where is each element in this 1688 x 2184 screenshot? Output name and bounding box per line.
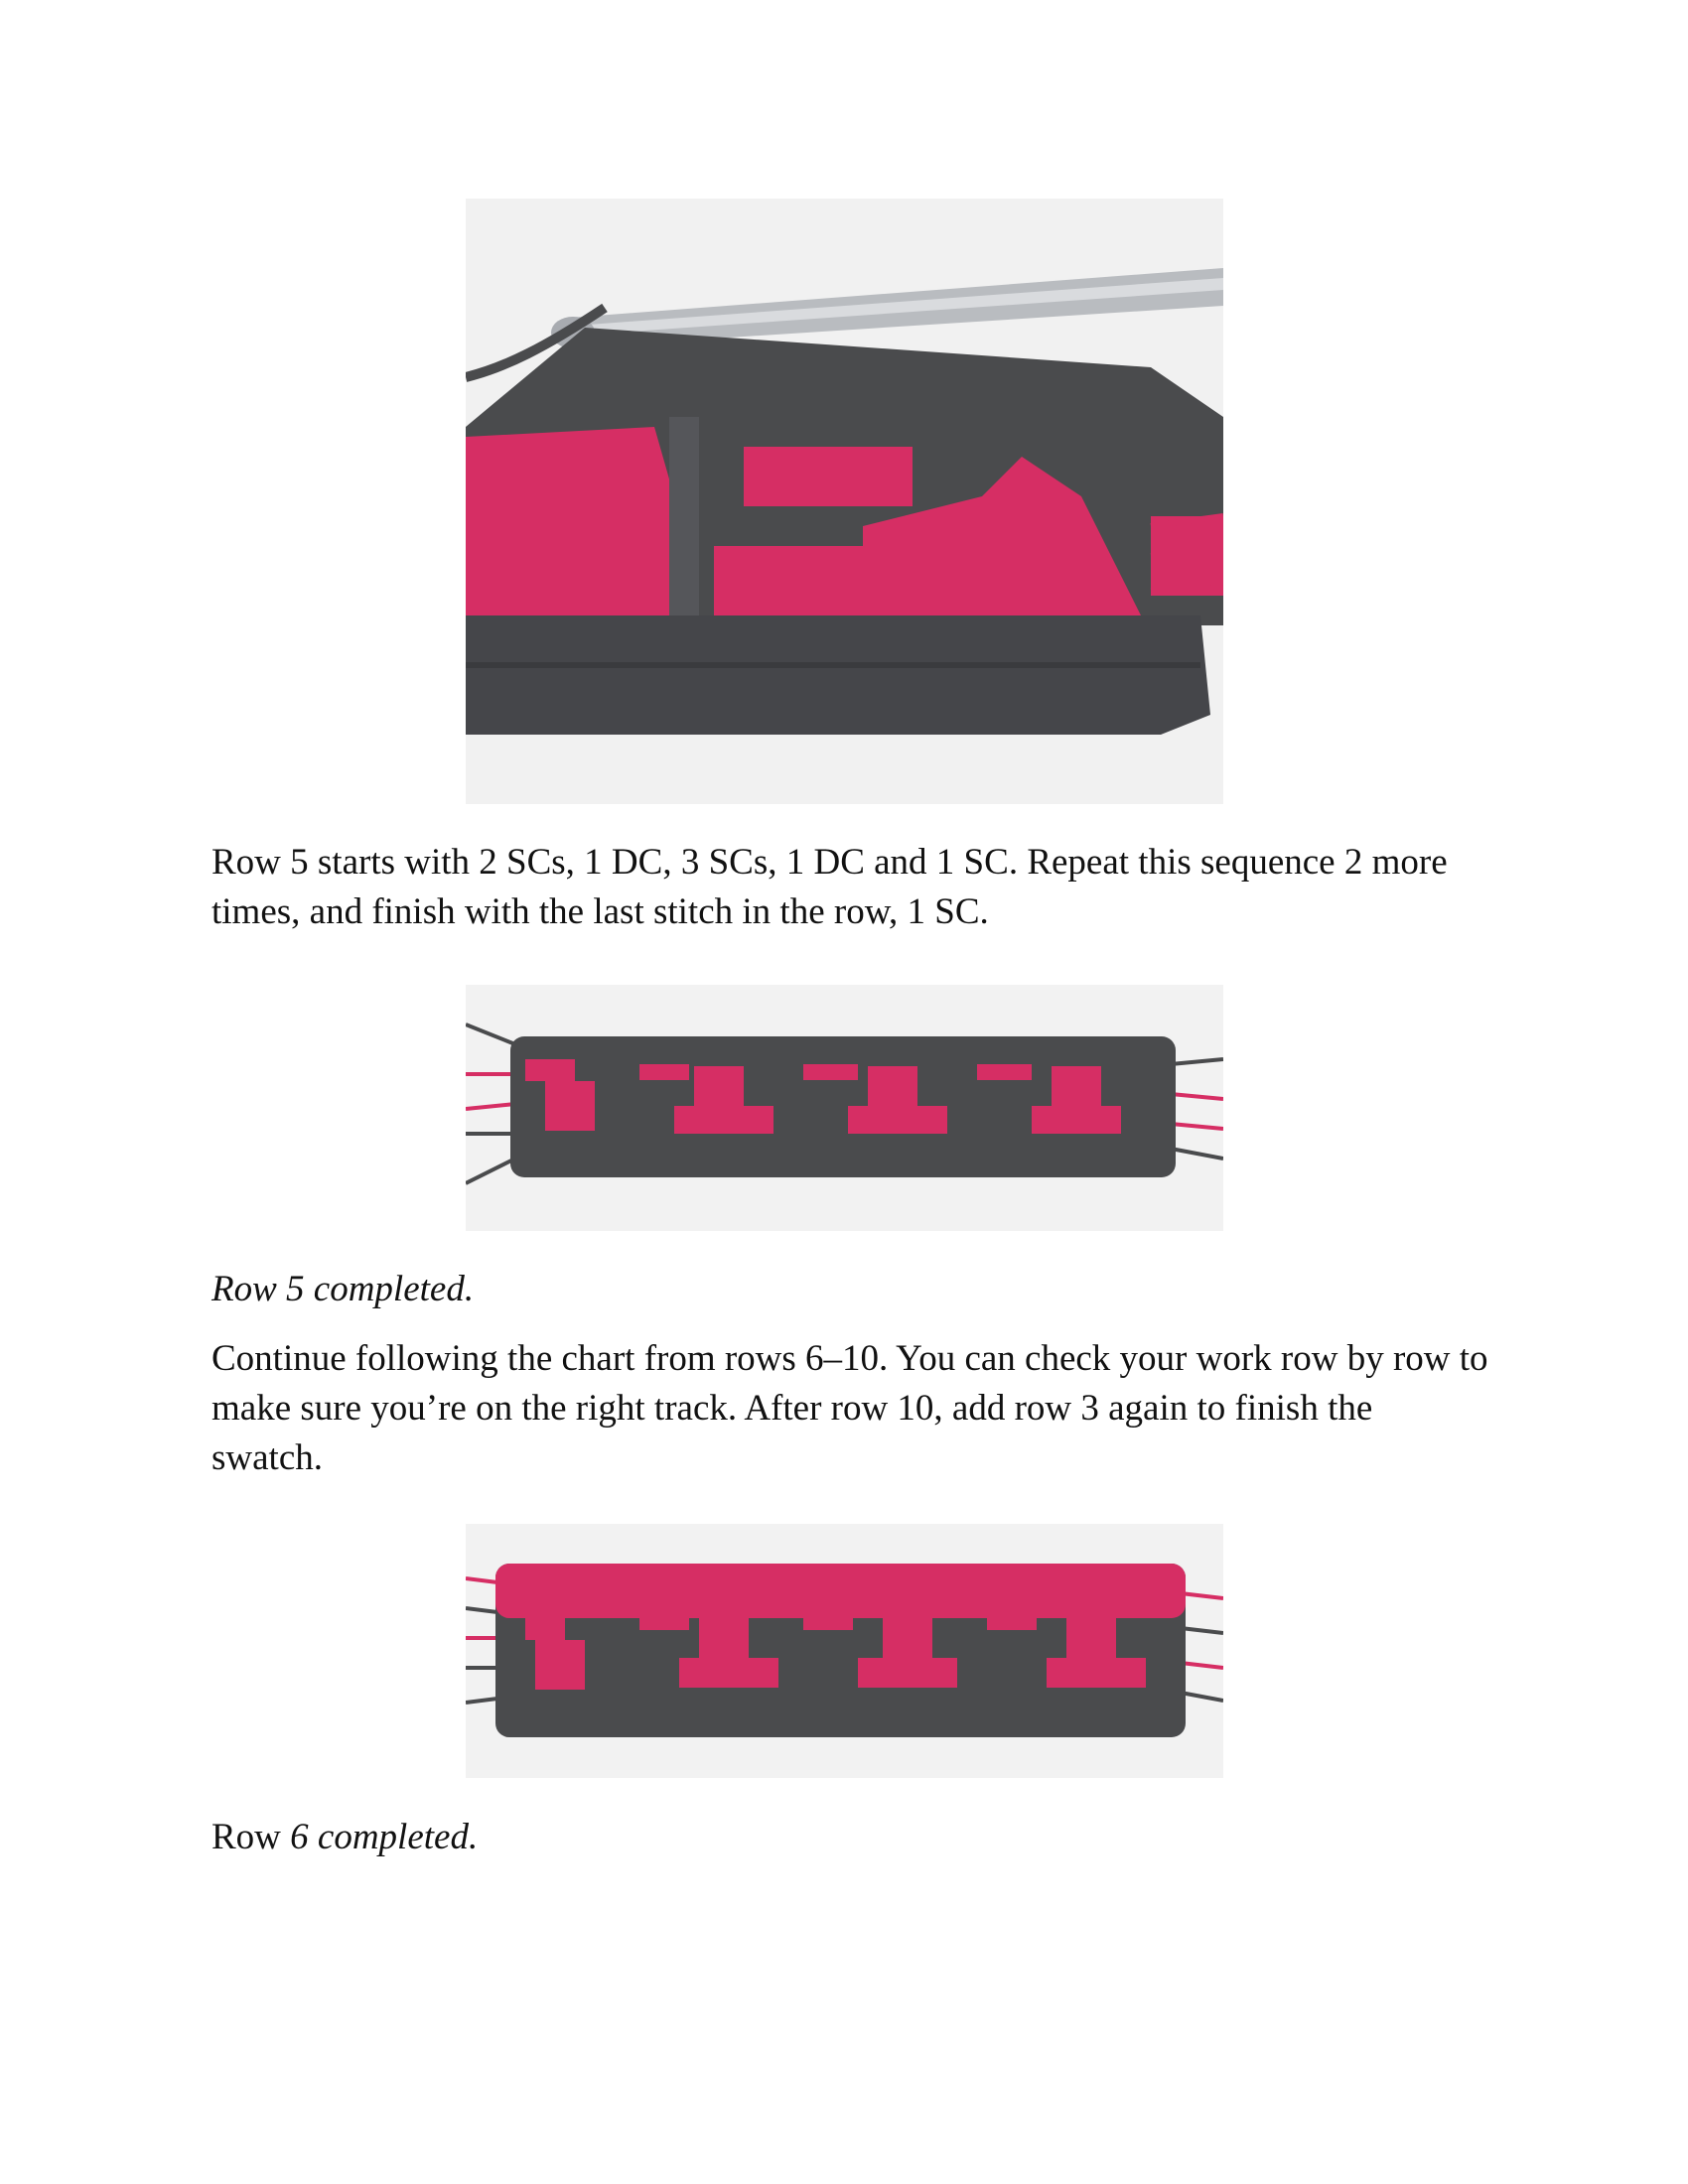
photo-hook-closeup	[466, 199, 1223, 804]
photo-row6-swatch	[466, 1524, 1223, 1778]
row5-caption: Row 5 completed.	[211, 1269, 475, 1309]
row6-caption	[211, 1813, 1492, 1862]
photo-row5-swatch	[466, 985, 1223, 1231]
row5-instructions: Row 5 starts with 2 SCs, 1 DC, 3 SCs, 1 DC and 1 SC. Repeat this sequence 2 more times, and finish with the last stitch in the row, 1 SC.	[211, 842, 1448, 932]
photo-hook-closeup-graphic	[466, 199, 1223, 804]
photo-row5-swatch-graphic	[466, 985, 1223, 1231]
photo-row6-swatch-graphic	[466, 1524, 1223, 1778]
row6-caption-prefix: Row	[211, 1817, 281, 1857]
row6-caption-rest: 6 completed.	[280, 1817, 479, 1857]
continue-instructions: Continue following the chart from rows 6–10. You can check your work row by row to make sure you’re on the right track. After row 10, add row 3 again to finish the swatch.	[211, 1338, 1488, 1478]
